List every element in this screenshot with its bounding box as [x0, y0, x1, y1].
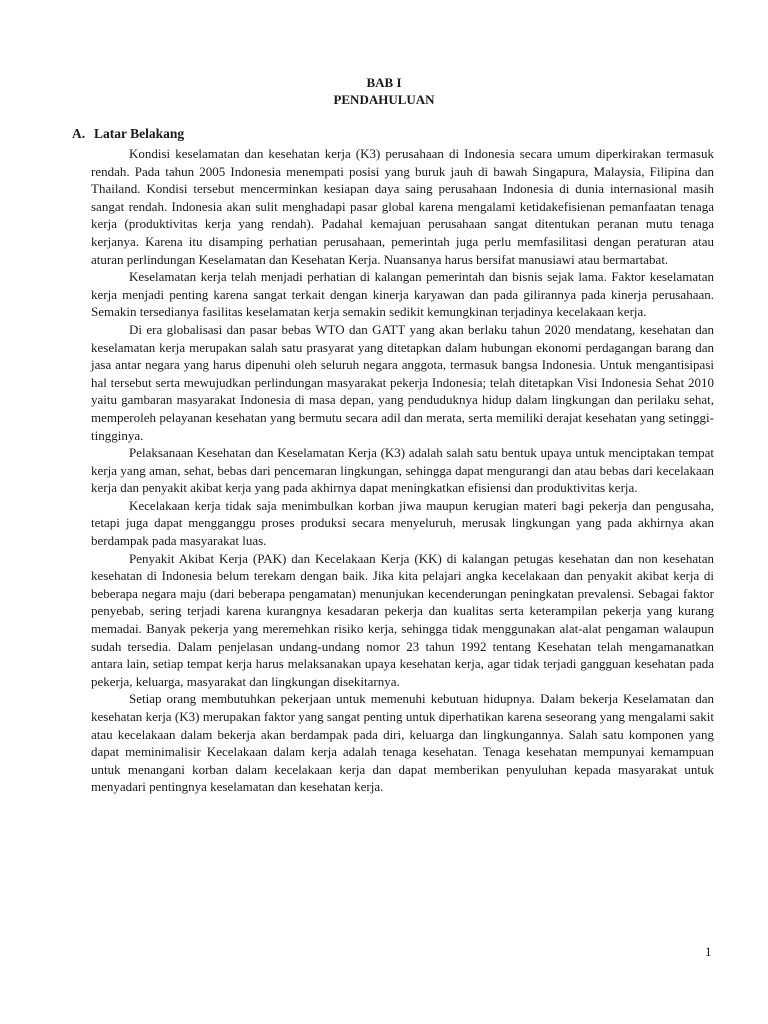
paragraph: Di era globalisasi dan pasar bebas WTO dan GATT yang akan berlaku tahun 2020 mendatang, kesehatan dan keselamatan kerja merupakan salah satu prasyarat yang ditetapkan dalam hubungan ekonomi perdagangan barang dan jasa antar negara yang harus dipenuhi oleh seluruh negara anggota, termasuk bangsa Indonesia. Untuk mengantisipasi hal tersebut serta mewujudkan perlindungan masyarakat pekerja Indonesia; telah ditetapkan Visi Indonesia Sehat 2010 yaitu gambaran masyarakat Indonesia di masa depan, yang penduduknya hidup dalam lingkungan dan perilaku sehat, memperoleh pelayanan kesehatan yang bermutu secara adil dan merata, serta memiliki derajat kesehatan yang setinggi-tingginya.: [91, 321, 714, 443]
paragraph: Kecelakaan kerja tidak saja menimbulkan korban jiwa maupun kerugian materi bagi pekerja dan pengusaha, tetapi juga dapat mengganggu proses produksi secara menyeluruh, merusak lingkungan yang pada akhirnya akan berdampak pada masyarakat luas.: [91, 497, 714, 549]
paragraph: Keselamatan kerja telah menjadi perhatian di kalangan pemerintah dan bisnis sejak lama. Faktor keselamatan kerja menjadi penting karena sangat terkait dengan kinerja karyawan dan pada gilirannya pada kinerja perusahaan. Semakin tersedianya fasilitas keselamatan kerja semakin sedikit kemungkinan terjadinya kecelakaan kerja.: [91, 269, 714, 320]
section-letter: A.: [72, 126, 86, 141]
paragraph: Setiap orang membutuhkan pekerjaan untuk memenuhi kebutuan hidupnya. Dalam bekerja Keselamatan dan kesehatan kerja (K3) merupakan faktor yang sangat penting untuk diperhatikan karena seseorang yang mengalami sakit atau kecelakaan dalam bekerja akan berdampak pada diri, keluarga dan lingkungannya. Salah satu komponen yang dapat meminimalisir Kecelakaan dalam kerja adalah tenaga kesehatan. Tenaga kesehatan mempunyai kemampuan untuk menangani korban dalam kecelakaan kerja dan dapat memberikan penyuluhan kepada masyarakat untuk menyadari pentingnya keselamatan dan kesehatan kerja.: [91, 691, 714, 795]
chapter-number: BAB I: [366, 75, 402, 90]
chapter-title: PENDAHULUAN: [333, 92, 435, 107]
paragraph: Kondisi keselamatan dan kesehatan kerja (K3) perusahaan di Indonesia secara umum diperkirakan termasuk rendah. Pada tahun 2005 Indonesia menempati posisi yang buruk jauh di bawah Singapura, Malaysia, Filipina dan Thailand. Kondisi tersebut mencerminkan kesiapan daya saing perusahaan Indonesia di dunia internasional masih sangat rendah. Indonesia akan sulit menghadapi pasar global karena mengalami ketidakefisienan pemanfaatan tenaga kerja (produktivitas kerja yang rendah). Padahal kemajuan perusahaan sangat ditentukan peranan mutu tenaga kerjanya. Karena itu disamping perhatian perusahaan, pemerintah juga perlu memfasilitasi dengan peraturan atau aturan perlindungan Keselamatan dan Kesehatan Kerja. Nuansanya harus bersifat manusiawi atau bermartabat.: [91, 146, 714, 267]
paragraph: Penyakit Akibat Kerja (PAK) dan Kecelakaan Kerja (KK) di kalangan petugas kesehatan dan non kesehatan kesehatan di Indonesia belum terekam dengan baik. Jika kita pelajari angka kecelakaan dan penyakit akibat kerja di beberapa negara maju (dari beberapa pengamatan) menunjukan kecenderungan peningkatan prevalensi. Sebagai faktor penyebab, sering terjadi karena kurangnya kesadaran pekerja dan kualitas serta keterampilan pekerja yang kurang memadai. Banyak pekerja yang meremehkan risiko kerja, sehingga tidak menggunakan alat-alat pengaman walaupun sudah tersedia. Dalam penjelasan undang-undang nomor 23 tahun 1992 tentang Kesehatan telah mengamanatkan antara lain, setiap tempat kerja harus melaksanakan upaya kesehatan kerja, agar tidak terjadi gangguan kesehatan pada pekerja, keluarga, masyarakat dan lingkungan disekitarnya.: [91, 550, 714, 689]
section-title: Latar Belakang: [94, 126, 185, 141]
section-heading: [72, 126, 184, 142]
body-text: [91, 145, 714, 796]
page-number: 1: [705, 944, 712, 959]
paragraph: Pelaksanaan Kesehatan dan Keselamatan Kerja (K3) adalah salah satu bentuk upaya untuk menciptakan tempat kerja yang aman, sehat, bebas dari pencemaran lingkungan, sehingga dapat mengurangi dan atau bebas dari kecelakaan kerja dan penyakit akibat kerja yang pada akhirnya dapat meningkatkan efisiensi dan produktivitas kerja.: [91, 445, 714, 496]
